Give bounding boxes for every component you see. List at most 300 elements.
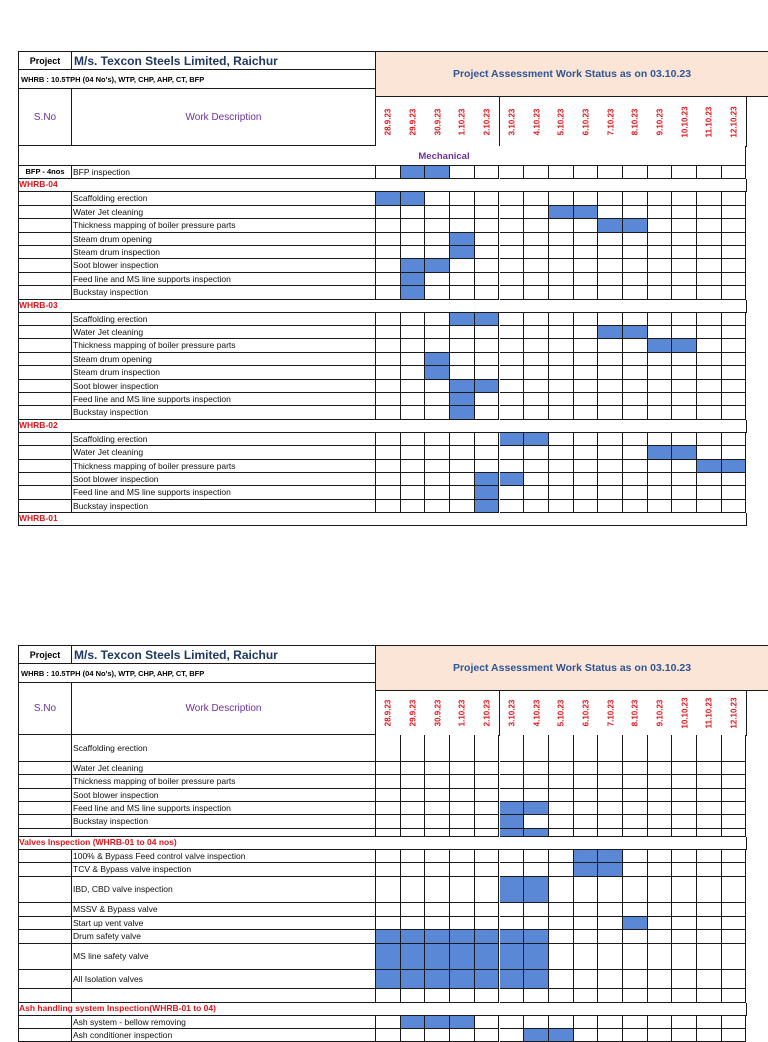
gantt-cell	[697, 433, 722, 446]
gantt-cell	[376, 802, 401, 815]
gantt-cell-filled	[475, 313, 500, 326]
gantt-cell	[475, 446, 500, 459]
gantt-cell-filled	[500, 829, 525, 837]
task-row	[18, 762, 747, 775]
gantt-cell	[623, 903, 648, 916]
gantt-cell	[524, 219, 549, 232]
gantt-cell	[672, 762, 697, 775]
gantt-cell	[425, 233, 450, 246]
task-row	[18, 829, 747, 837]
gantt-cell	[574, 930, 599, 943]
gantt-cell	[401, 433, 426, 446]
date-label: 30.9.23	[433, 699, 443, 727]
date-header-cell	[475, 691, 501, 736]
gantt-cell	[598, 775, 623, 788]
gantt-cell-filled	[450, 393, 475, 406]
work-description-cell: Water Jet cleaning	[72, 446, 376, 459]
gantt-cell	[401, 789, 426, 802]
sno-cell	[18, 246, 72, 259]
task-row	[18, 233, 747, 246]
gantt-cell-filled	[475, 944, 500, 971]
gantt-cell	[425, 802, 450, 815]
gantt-cell	[648, 1029, 673, 1042]
gantt-cell	[672, 815, 697, 828]
date-header-cell	[376, 691, 402, 736]
gantt-cell-filled	[648, 339, 673, 352]
sno-cell	[18, 486, 72, 499]
gantt-cell	[450, 877, 475, 904]
gantt-cell	[697, 850, 722, 863]
work-description-header: Work Description	[72, 89, 376, 146]
sno-cell	[18, 989, 72, 1002]
task-row	[18, 903, 747, 916]
gantt-cell	[500, 500, 525, 513]
gantt-cell-filled	[401, 286, 426, 299]
gantt-cell	[722, 380, 747, 393]
gantt-cell	[672, 246, 697, 259]
sno-cell	[18, 192, 72, 205]
gantt-cell	[450, 762, 475, 775]
gantt-cell-filled	[401, 1016, 426, 1029]
gantt-cell	[425, 486, 450, 499]
gantt-cell	[623, 380, 648, 393]
gantt-cell	[722, 850, 747, 863]
gantt-cell	[549, 393, 574, 406]
gantt-cell	[648, 829, 673, 837]
work-description-cell	[72, 829, 376, 837]
task-row	[18, 735, 747, 762]
gantt-cell	[697, 877, 722, 904]
work-description-cell: Water Jet cleaning	[72, 326, 376, 339]
date-header-cell	[549, 691, 575, 736]
gantt-cell-filled	[672, 446, 697, 459]
sno-cell	[18, 313, 72, 326]
gantt-cell	[574, 970, 599, 989]
work-description-cell: Thickness mapping of boiler pressure parts	[72, 460, 376, 473]
task-row	[18, 246, 747, 259]
gantt-cell	[549, 380, 574, 393]
gantt-cell	[401, 339, 426, 352]
gantt-cell	[574, 219, 599, 232]
gantt-cell	[376, 206, 401, 219]
date-header-cell	[697, 691, 723, 736]
gantt-cell	[697, 206, 722, 219]
gantt-cell	[425, 789, 450, 802]
gantt-cell	[450, 366, 475, 379]
gantt-cell	[722, 353, 747, 366]
gantt-cell	[376, 393, 401, 406]
gantt-cell	[549, 406, 574, 419]
work-description-cell: Steam drum opening	[72, 353, 376, 366]
gantt-cell	[574, 789, 599, 802]
date-header-cell	[648, 97, 674, 147]
gantt-cell	[697, 1029, 722, 1042]
gantt-cell	[672, 286, 697, 299]
date-header-cell	[549, 97, 575, 147]
task-row	[18, 970, 747, 989]
gantt-cell	[425, 877, 450, 904]
date-header-cell	[697, 97, 723, 147]
date-header-cell	[475, 97, 501, 147]
gantt-cell	[425, 339, 450, 352]
gantt-cell	[722, 273, 747, 286]
gantt-cell	[500, 446, 525, 459]
gantt-cell-filled	[500, 802, 525, 815]
gantt-cell	[648, 206, 673, 219]
gantt-cell	[722, 313, 747, 326]
work-description-cell: Thickness mapping of boiler pressure parts	[72, 339, 376, 352]
gantt-cell	[672, 917, 697, 930]
gantt-cell-filled	[425, 970, 450, 989]
gantt-cell	[475, 353, 500, 366]
gantt-cell	[500, 206, 525, 219]
gantt-cell	[697, 353, 722, 366]
gantt-cell	[623, 775, 648, 788]
gantt-cell-filled	[524, 433, 549, 446]
gantt-cell	[722, 802, 747, 815]
gantt-cell	[475, 829, 500, 837]
section-row	[18, 513, 747, 526]
section-label: WHRB-02	[19, 419, 58, 430]
gantt-cell	[697, 286, 722, 299]
gantt-cell	[450, 219, 475, 232]
date-header-cell	[524, 97, 550, 147]
gantt-cell	[401, 815, 426, 828]
gantt-cell	[376, 1016, 401, 1029]
gantt-cell	[672, 486, 697, 499]
gantt-cell	[376, 762, 401, 775]
gantt-cell	[401, 206, 426, 219]
gantt-cell	[623, 863, 648, 876]
gantt-cell-filled	[500, 433, 525, 446]
date-label: 3.10.23	[507, 699, 517, 727]
sno-header: S.No	[18, 683, 72, 735]
gantt-cell	[722, 500, 747, 513]
gantt-cell	[722, 815, 747, 828]
gantt-cell	[549, 433, 574, 446]
gantt-cell	[697, 473, 722, 486]
gantt-cell	[574, 917, 599, 930]
gantt-cell	[549, 353, 574, 366]
gantt-cell	[574, 259, 599, 272]
gantt-cell	[401, 460, 426, 473]
gantt-cell	[475, 850, 500, 863]
gantt-cell	[549, 500, 574, 513]
gantt-cell	[648, 460, 673, 473]
gantt-cell	[549, 762, 574, 775]
gantt-cell	[623, 989, 648, 1002]
date-label: 8.10.23	[630, 108, 640, 135]
gantt-cell	[574, 473, 599, 486]
date-label: 2.10.23	[482, 699, 492, 727]
section-row	[18, 300, 747, 313]
gantt-cell	[524, 775, 549, 788]
gantt-cell-filled	[425, 166, 450, 179]
gantt-cell	[623, 829, 648, 837]
gantt-cell-filled	[598, 863, 623, 876]
gantt-cell-filled	[524, 802, 549, 815]
gantt-cell	[500, 917, 525, 930]
gantt-cell	[648, 406, 673, 419]
gantt-cell	[598, 473, 623, 486]
work-description-cell: Water Jet cleaning	[72, 206, 376, 219]
project-subtitle: WHRB : 10.5TPH (04 No's), WTP, CHP, AHP, CT, BFP	[18, 70, 376, 89]
gantt-cell	[598, 353, 623, 366]
date-label: 7.10.23	[606, 699, 616, 727]
mechanical-label: Mechanical	[418, 151, 470, 162]
gantt-cell	[549, 944, 574, 971]
gantt-cell	[574, 406, 599, 419]
gantt-cell	[401, 903, 426, 916]
sno-cell	[18, 380, 72, 393]
gantt-cell-filled	[475, 473, 500, 486]
gantt-cell	[574, 446, 599, 459]
sno-cell	[18, 259, 72, 272]
gantt-cell	[549, 219, 574, 232]
gantt-cell	[648, 353, 673, 366]
gantt-cell	[722, 192, 747, 205]
gantt-cell	[722, 989, 747, 1002]
work-description-cell: Feed line and MS line supports inspection	[72, 273, 376, 286]
gantt-cell	[623, 393, 648, 406]
gantt-cell	[376, 259, 401, 272]
gantt-cell	[672, 989, 697, 1002]
date-label: 9.10.23	[655, 108, 665, 135]
gantt-cell	[450, 166, 475, 179]
date-label: 10.10.23	[680, 697, 690, 729]
gantt-cell	[524, 286, 549, 299]
gantt-cell	[574, 775, 599, 788]
project-subtitle: WHRB : 10.5TPH (04 No's), WTP, CHP, AHP, CT, BFP	[18, 664, 376, 683]
gantt-cell	[598, 406, 623, 419]
gantt-cell-filled	[450, 944, 475, 971]
sno-cell	[18, 219, 72, 232]
gantt-cell	[672, 775, 697, 788]
gantt-cell	[524, 762, 549, 775]
date-header-cell	[672, 691, 698, 736]
sno-cell	[18, 393, 72, 406]
gantt-cell-filled	[598, 850, 623, 863]
gantt-cell	[672, 1016, 697, 1029]
gantt-cell	[376, 246, 401, 259]
sno-cell	[18, 903, 72, 916]
work-description-cell: IBD, CBD valve inspection	[72, 877, 376, 904]
gantt-cell	[722, 1016, 747, 1029]
gantt-cell	[425, 762, 450, 775]
gantt-cell	[475, 917, 500, 930]
gantt-cell	[425, 206, 450, 219]
date-label: 3.10.23	[507, 108, 517, 135]
gantt-cell	[697, 970, 722, 989]
gantt-cell	[549, 917, 574, 930]
gantt-cell	[549, 473, 574, 486]
gantt-cell	[549, 233, 574, 246]
work-description-cell: BFP inspection	[72, 166, 376, 179]
gantt-cell-filled	[623, 219, 648, 232]
task-row	[18, 500, 747, 513]
gantt-cell	[574, 989, 599, 1002]
work-description-cell: Drum safety valve	[72, 930, 376, 943]
gantt-cell	[401, 353, 426, 366]
section-row	[18, 837, 747, 850]
work-description-cell	[72, 989, 376, 1002]
gantt-cell	[549, 903, 574, 916]
gantt-cell	[500, 850, 525, 863]
gantt-cell	[450, 989, 475, 1002]
gantt-cell	[376, 233, 401, 246]
gantt-cell	[648, 500, 673, 513]
gantt-cell	[598, 273, 623, 286]
gantt-cell	[672, 380, 697, 393]
sno-cell	[18, 735, 72, 762]
gantt-cell	[722, 1029, 747, 1042]
gantt-cell	[524, 789, 549, 802]
work-description-cell: Soot blower inspection	[72, 380, 376, 393]
task-row	[18, 930, 747, 943]
gantt-cell	[623, 789, 648, 802]
sno-cell	[18, 286, 72, 299]
gantt-cell	[475, 863, 500, 876]
gantt-cell	[672, 970, 697, 989]
gantt-cell	[672, 877, 697, 904]
gantt-cell	[697, 313, 722, 326]
gantt-cell-filled	[401, 944, 426, 971]
gantt-cell	[549, 286, 574, 299]
gantt-cell	[697, 486, 722, 499]
gantt-cell-filled	[401, 259, 426, 272]
sno-cell	[18, 233, 72, 246]
gantt-cell	[648, 486, 673, 499]
gantt-cell	[722, 735, 747, 762]
gantt-cell	[376, 339, 401, 352]
gantt-cell	[672, 313, 697, 326]
gantt-cell	[648, 259, 673, 272]
gantt-cell-filled	[549, 206, 574, 219]
gantt-cell	[697, 775, 722, 788]
gantt-cell	[697, 192, 722, 205]
gantt-cell-filled	[401, 192, 426, 205]
gantt-cell	[376, 273, 401, 286]
date-label: 1.10.23	[457, 699, 467, 727]
sno-cell	[18, 802, 72, 815]
gantt-cell	[376, 989, 401, 1002]
gantt-cell	[500, 393, 525, 406]
gantt-cell-filled	[598, 326, 623, 339]
gantt-cell	[376, 166, 401, 179]
section-label: WHRB-03	[19, 299, 58, 310]
section-label: WHRB-01	[19, 513, 58, 524]
gantt-cell	[623, 486, 648, 499]
gantt-cell	[648, 863, 673, 876]
gantt-cell	[598, 380, 623, 393]
sno-cell	[18, 473, 72, 486]
gantt-cell	[722, 473, 747, 486]
gantt-cell	[722, 775, 747, 788]
gantt-cell	[672, 1029, 697, 1042]
gantt-cell	[524, 233, 549, 246]
gantt-cell	[623, 762, 648, 775]
gantt-cell	[500, 192, 525, 205]
gantt-cell	[450, 829, 475, 837]
gantt-cell	[648, 802, 673, 815]
gantt-cell	[450, 903, 475, 916]
gantt-cell-filled	[475, 930, 500, 943]
gantt-cell	[697, 219, 722, 232]
gantt-cell	[549, 735, 574, 762]
gantt-cell	[722, 970, 747, 989]
gantt-cell-filled	[425, 353, 450, 366]
gantt-cell	[376, 406, 401, 419]
gantt-cell	[524, 353, 549, 366]
gantt-cell	[598, 246, 623, 259]
date-header-cell	[598, 97, 624, 147]
gantt-cell	[623, 433, 648, 446]
gantt-cell	[401, 877, 426, 904]
task-row	[18, 917, 747, 930]
gantt-cell	[549, 789, 574, 802]
sno-cell	[18, 1016, 72, 1029]
date-header-cell	[648, 691, 674, 736]
task-row	[18, 989, 747, 1002]
gantt-cell-filled	[524, 829, 549, 837]
gantt-cell	[475, 406, 500, 419]
gantt-cell	[598, 192, 623, 205]
gantt-cell	[722, 930, 747, 943]
gantt-cell	[475, 460, 500, 473]
gantt-cell	[574, 460, 599, 473]
date-label: 5.10.23	[556, 108, 566, 135]
task-row	[18, 1016, 747, 1029]
gantt-cell	[574, 166, 599, 179]
task-row	[18, 850, 747, 863]
gantt-cell	[401, 989, 426, 1002]
gantt-cell	[574, 1029, 599, 1042]
gantt-cell	[425, 903, 450, 916]
gantt-cell	[475, 219, 500, 232]
gantt-cell	[401, 366, 426, 379]
gantt-cell	[574, 433, 599, 446]
gantt-cell	[697, 903, 722, 916]
mechanical-row	[18, 146, 746, 166]
gantt-cell	[524, 393, 549, 406]
date-header-cell	[722, 691, 748, 736]
gantt-cell	[598, 259, 623, 272]
gantt-cell	[401, 246, 426, 259]
gantt-cell-filled	[401, 970, 426, 989]
gantt-cell	[425, 219, 450, 232]
gantt-cell	[598, 313, 623, 326]
gantt-cell	[475, 903, 500, 916]
work-description-cell: Start up vent valve	[72, 917, 376, 930]
gantt-cell	[475, 1029, 500, 1042]
gantt-cell	[376, 446, 401, 459]
gantt-cell	[672, 850, 697, 863]
gantt-cell-filled	[500, 473, 525, 486]
gantt-cell	[475, 762, 500, 775]
gantt-cell	[623, 286, 648, 299]
gantt-cell-filled	[450, 406, 475, 419]
gantt-cell	[623, 446, 648, 459]
gantt-cell	[697, 380, 722, 393]
gantt-cell	[376, 460, 401, 473]
gantt-cell	[500, 286, 525, 299]
gantt-cell	[672, 192, 697, 205]
gantt-cell-filled	[450, 930, 475, 943]
gantt-cell	[722, 917, 747, 930]
date-label: 11.10.23	[704, 697, 714, 729]
gantt-cell-filled	[475, 380, 500, 393]
gantt-cell	[648, 735, 673, 762]
